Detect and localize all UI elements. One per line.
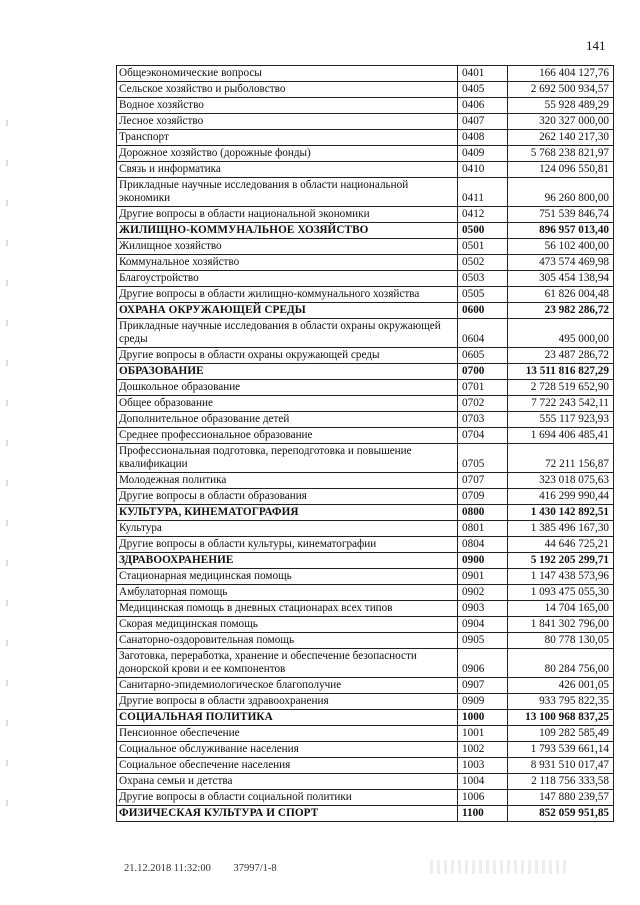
row-name: Лесное хозяйство (117, 114, 458, 130)
table-row (117, 207, 614, 223)
row-name: Молодежная политика (117, 473, 458, 489)
row-name: Санитарно-эпидемиологическое благополучие (117, 678, 458, 694)
table-row (117, 82, 614, 98)
row-code: 0907 (458, 678, 508, 694)
table-row (117, 178, 614, 207)
section-row (117, 303, 614, 319)
table-row (117, 790, 614, 806)
row-code: 0408 (458, 130, 508, 146)
row-code: 1006 (458, 790, 508, 806)
row-code: 0804 (458, 537, 508, 553)
section-row (117, 223, 614, 239)
row-amount: 495 000,00 (508, 319, 614, 348)
section-row (117, 364, 614, 380)
row-code: 0704 (458, 428, 508, 444)
row-code: 0903 (458, 601, 508, 617)
row-amount: 751 539 846,74 (508, 207, 614, 223)
scan-noise-artifact (430, 860, 570, 874)
table-row (117, 130, 614, 146)
row-amount: 44 646 725,21 (508, 537, 614, 553)
row-name: Другие вопросы в области культуры, кинематографии (117, 537, 458, 553)
table-row (117, 380, 614, 396)
row-amount: 852 059 951,85 (508, 806, 614, 822)
row-amount: 5 768 238 821,97 (508, 146, 614, 162)
row-name: Медицинская помощь в дневных стационарах всех типов (117, 601, 458, 617)
row-name: Скорая медицинская помощь (117, 617, 458, 633)
row-code: 1004 (458, 774, 508, 790)
row-amount: 109 282 585,49 (508, 726, 614, 742)
row-name: Общее образование (117, 396, 458, 412)
row-amount: 80 778 130,05 (508, 633, 614, 649)
table-row (117, 537, 614, 553)
row-amount: 262 140 217,30 (508, 130, 614, 146)
row-code: 0800 (458, 505, 508, 521)
row-name: Заготовка, переработка, хранение и обеспечение безопасности донорской крови и ее компонентов (117, 649, 458, 678)
row-amount: 1 841 302 796,00 (508, 617, 614, 633)
row-code: 0705 (458, 444, 508, 473)
row-name: ЖИЛИЩНО-КОММУНАЛЬНОЕ ХОЗЯЙСТВО (117, 223, 458, 239)
table-row (117, 287, 614, 303)
row-amount: 323 018 075,63 (508, 473, 614, 489)
row-code: 0605 (458, 348, 508, 364)
row-name: Стационарная медицинская помощь (117, 569, 458, 585)
row-code: 0412 (458, 207, 508, 223)
row-amount: 14 704 165,00 (508, 601, 614, 617)
row-code: 0900 (458, 553, 508, 569)
row-amount: 56 102 400,00 (508, 239, 614, 255)
table-row (117, 585, 614, 601)
row-name: Санаторно-оздоровительная помощь (117, 633, 458, 649)
row-name: Дополнительное образование детей (117, 412, 458, 428)
row-code: 0703 (458, 412, 508, 428)
row-code: 1003 (458, 758, 508, 774)
row-name: Благоустройство (117, 271, 458, 287)
row-name: Сельское хозяйство и рыболовство (117, 82, 458, 98)
table-row (117, 774, 614, 790)
row-amount: 2 728 519 652,90 (508, 380, 614, 396)
table-row (117, 726, 614, 742)
row-amount: 2 692 500 934,57 (508, 82, 614, 98)
row-code: 0909 (458, 694, 508, 710)
table-row (117, 444, 614, 473)
table-row (117, 412, 614, 428)
row-name: Социальное обслуживание населения (117, 742, 458, 758)
row-name: Водное хозяйство (117, 98, 458, 114)
row-name: Культура (117, 521, 458, 537)
row-name: Среднее профессиональное образование (117, 428, 458, 444)
row-name: Жилищное хозяйство (117, 239, 458, 255)
row-code: 0905 (458, 633, 508, 649)
row-amount: 426 001,05 (508, 678, 614, 694)
row-name: Охрана семьи и детства (117, 774, 458, 790)
table-row (117, 319, 614, 348)
table-row (117, 146, 614, 162)
row-name: ОБРАЗОВАНИЕ (117, 364, 458, 380)
row-amount: 61 826 004,48 (508, 287, 614, 303)
row-name: Другие вопросы в области жилищно-коммунального хозяйства (117, 287, 458, 303)
row-amount: 80 284 756,00 (508, 649, 614, 678)
row-name: Профессиональная подготовка, переподготовка и повышение квалификации (117, 444, 458, 473)
row-amount: 473 574 469,98 (508, 255, 614, 271)
table-row (117, 348, 614, 364)
row-amount: 933 795 822,35 (508, 694, 614, 710)
row-code: 0401 (458, 66, 508, 82)
row-code: 0604 (458, 319, 508, 348)
section-row (117, 505, 614, 521)
table-row (117, 98, 614, 114)
section-row (117, 806, 614, 822)
scan-margin-artifact (6, 120, 8, 820)
budget-table (116, 65, 614, 822)
table-row (117, 521, 614, 537)
table-row (117, 649, 614, 678)
row-amount: 72 211 156,87 (508, 444, 614, 473)
row-name: Транспорт (117, 130, 458, 146)
row-amount: 13 511 816 827,29 (508, 364, 614, 380)
footer-timestamp: 21.12.2018 11:32:00 (124, 863, 211, 874)
row-code: 0709 (458, 489, 508, 505)
row-name: Дорожное хозяйство (дорожные фонды) (117, 146, 458, 162)
table-row (117, 271, 614, 287)
table-row (117, 694, 614, 710)
row-code: 0700 (458, 364, 508, 380)
table-row (117, 473, 614, 489)
row-code: 0500 (458, 223, 508, 239)
row-amount: 13 100 968 837,25 (508, 710, 614, 726)
row-name: Другие вопросы в области национальной экономики (117, 207, 458, 223)
row-name: Прикладные научные исследования в области национальной экономики (117, 178, 458, 207)
row-name: Общеэкономические вопросы (117, 66, 458, 82)
row-amount: 7 722 243 542,11 (508, 396, 614, 412)
row-name: Амбулаторная помощь (117, 585, 458, 601)
row-code: 0902 (458, 585, 508, 601)
row-amount: 305 454 138,94 (508, 271, 614, 287)
section-row (117, 553, 614, 569)
row-amount: 1 093 475 055,30 (508, 585, 614, 601)
row-code: 1000 (458, 710, 508, 726)
row-code: 0901 (458, 569, 508, 585)
table-row (117, 601, 614, 617)
row-code: 1100 (458, 806, 508, 822)
row-code: 0904 (458, 617, 508, 633)
table-row (117, 66, 614, 82)
row-name: Дошкольное образование (117, 380, 458, 396)
table-row (117, 162, 614, 178)
row-code: 1001 (458, 726, 508, 742)
row-code: 0407 (458, 114, 508, 130)
row-code: 0503 (458, 271, 508, 287)
row-amount: 55 928 489,29 (508, 98, 614, 114)
table-row (117, 114, 614, 130)
row-amount: 555 117 923,93 (508, 412, 614, 428)
row-code: 0411 (458, 178, 508, 207)
row-amount: 1 694 406 485,41 (508, 428, 614, 444)
row-amount: 1 385 496 167,30 (508, 521, 614, 537)
table-row (117, 758, 614, 774)
table-row (117, 678, 614, 694)
row-name: Другие вопросы в области здравоохранения (117, 694, 458, 710)
row-name: ФИЗИЧЕСКАЯ КУЛЬТУРА И СПОРТ (117, 806, 458, 822)
row-amount: 1 793 539 661,14 (508, 742, 614, 758)
table-row (117, 239, 614, 255)
row-amount: 96 260 800,00 (508, 178, 614, 207)
row-name: КУЛЬТУРА, КИНЕМАТОГРАФИЯ (117, 505, 458, 521)
row-code: 0406 (458, 98, 508, 114)
table-row (117, 396, 614, 412)
row-code: 0409 (458, 146, 508, 162)
table-row (117, 633, 614, 649)
budget-table-body (117, 66, 614, 822)
row-name: Другие вопросы в области охраны окружающей среды (117, 348, 458, 364)
row-amount: 5 192 205 299,71 (508, 553, 614, 569)
row-code: 1002 (458, 742, 508, 758)
row-code: 0501 (458, 239, 508, 255)
row-name: Пенсионное обеспечение (117, 726, 458, 742)
table-row (117, 255, 614, 271)
row-code: 0801 (458, 521, 508, 537)
row-amount: 416 299 990,44 (508, 489, 614, 505)
table-row (117, 428, 614, 444)
footer (124, 863, 297, 874)
row-code: 0502 (458, 255, 508, 271)
row-code: 0707 (458, 473, 508, 489)
row-name: ЗДРАВООХРАНЕНИЕ (117, 553, 458, 569)
row-name: СОЦИАЛЬНАЯ ПОЛИТИКА (117, 710, 458, 726)
row-name: Социальное обеспечение населения (117, 758, 458, 774)
row-code: 0702 (458, 396, 508, 412)
table-row (117, 742, 614, 758)
table-row (117, 617, 614, 633)
row-amount: 23 487 286,72 (508, 348, 614, 364)
table-row (117, 569, 614, 585)
page-number: 141 (586, 38, 606, 53)
row-amount: 124 096 550,81 (508, 162, 614, 178)
row-code: 0405 (458, 82, 508, 98)
row-code: 0505 (458, 287, 508, 303)
row-name: Коммунальное хозяйство (117, 255, 458, 271)
row-name: Другие вопросы в области социальной политики (117, 790, 458, 806)
row-amount: 320 327 000,00 (508, 114, 614, 130)
row-amount: 896 957 013,40 (508, 223, 614, 239)
footer-doc-id: 37997/1-8 (233, 863, 277, 874)
row-amount: 166 404 127,76 (508, 66, 614, 82)
row-code: 0410 (458, 162, 508, 178)
row-name: Связь и информатика (117, 162, 458, 178)
row-amount: 23 982 286,72 (508, 303, 614, 319)
row-name: ОХРАНА ОКРУЖАЮЩЕЙ СРЕДЫ (117, 303, 458, 319)
row-amount: 147 880 239,57 (508, 790, 614, 806)
row-amount: 8 931 510 017,47 (508, 758, 614, 774)
row-code: 0701 (458, 380, 508, 396)
row-name: Прикладные научные исследования в области охраны окружающей среды (117, 319, 458, 348)
section-row (117, 710, 614, 726)
table-row (117, 489, 614, 505)
row-amount: 1 430 142 892,51 (508, 505, 614, 521)
row-amount: 1 147 438 573,96 (508, 569, 614, 585)
row-code: 0906 (458, 649, 508, 678)
row-amount: 2 118 756 333,58 (508, 774, 614, 790)
row-code: 0600 (458, 303, 508, 319)
row-name: Другие вопросы в области образования (117, 489, 458, 505)
